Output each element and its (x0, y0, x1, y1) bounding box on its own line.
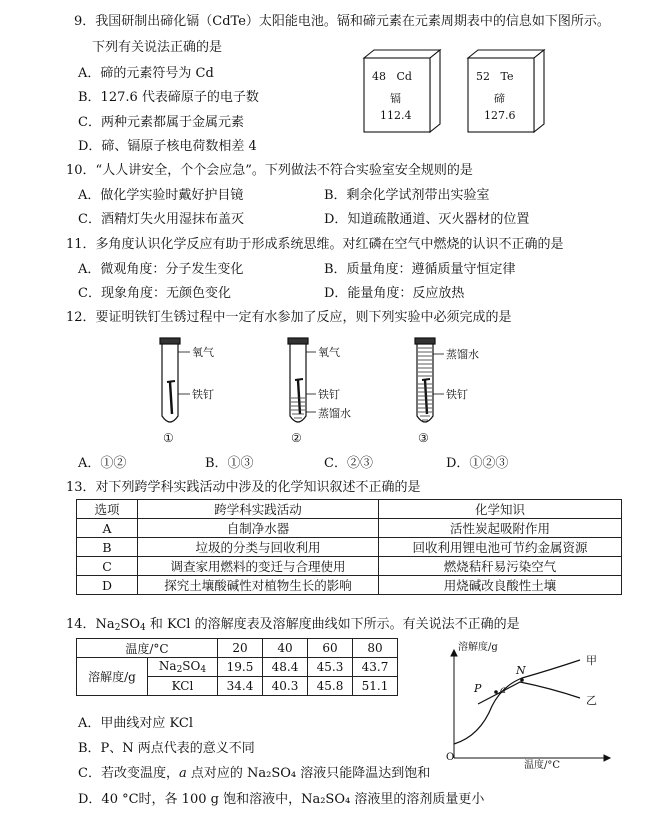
table-cell: 活性炭起吸附作用 (379, 519, 622, 538)
point-p-label: P (474, 682, 482, 695)
q14-option-d: D．40 °C时，各 100 g 饱和溶液中，Na₂SO₄ 溶液里的溶剂质量更小 (78, 792, 485, 807)
q11-option-a: A．微观角度：分子发生变化 (78, 262, 244, 277)
point-n-label: N (516, 664, 526, 677)
table-cell: 34.4 (218, 677, 263, 696)
header-activity: 跨学科实践活动 (138, 500, 379, 519)
temp-80: 80 (353, 639, 398, 658)
q12-option-b: B．①③ (205, 456, 254, 471)
q10-option-a: A．做化学实验时戴好护目镜 (78, 188, 244, 203)
x-axis-arrow (604, 755, 610, 761)
q11-option-c: C．现象角度：无颜色变化 (78, 286, 231, 301)
formula-na: Na (95, 617, 115, 632)
table-cell: 45.8 (308, 677, 353, 696)
q9-option-a: A．碲的元素符号为 Cd (78, 66, 214, 81)
tube3-water-label: 蒸馏水 (446, 348, 479, 361)
cd-name: 镉 (390, 92, 401, 105)
q11-option-b: B．质量角度：遵循质量守恒定律 (324, 262, 516, 277)
table-cell: 19.5 (218, 658, 263, 677)
graph-xlabel: 温度/°C (524, 760, 561, 771)
tube3-nail-label: 铁钉 (446, 388, 468, 401)
q14-option-c-post: 点对应的 Na₂SO₄ 溶液只能降温达到饱和 (186, 766, 431, 781)
te-name: 碲 (494, 92, 505, 105)
q14-option-a: A．甲曲线对应 KCl (78, 716, 193, 731)
q14-stem-text: 和 KCl 的溶解度表及溶解度曲线如下所示。有关说法不正确的是 (145, 617, 520, 632)
table-cell: A (77, 519, 138, 538)
curve-yi (478, 682, 580, 704)
q9-number: 9． (74, 14, 96, 29)
table-cell: 燃烧秸秆易污染空气 (379, 557, 622, 576)
q12-stem: 12．要证明铁钉生锈过程中一定有水参加了反应，则下列实验中必须完成的是 (66, 310, 512, 325)
q10-option-c: C．酒精灯失火用湿抹布盖灭 (78, 212, 244, 227)
tube3-number: ③ (418, 431, 429, 445)
q11-option-d: D．能量角度：反应放热 (324, 286, 465, 301)
cd-symbol: Cd (396, 70, 412, 83)
q13-table (76, 499, 622, 595)
tube2-oxygen-label: 氧气 (318, 346, 340, 359)
te-cell (476, 70, 514, 83)
q13-stem: 13．对下列跨学科实践活动中涉及的化学知识叙述不正确的是 (66, 480, 421, 495)
table-cell: 43.7 (353, 658, 398, 677)
table-cell: 51.1 (353, 677, 398, 696)
test-tubes-diagram (140, 332, 460, 432)
table-cell: 调查家用燃料的变迁与合理使用 (138, 557, 379, 576)
point-n (520, 678, 524, 682)
tube1-oxygen-label: 氧气 (192, 346, 214, 359)
table-cell: 回收利用锂电池可节约金属资源 (379, 538, 622, 557)
q11-stem: 11．多角度认识化学反应有助于形成系统思维。对红磷在空气中燃烧的认识不正确的是 (66, 237, 564, 252)
formula-so: SO (120, 617, 140, 632)
temp-40: 40 (263, 639, 308, 658)
formula-so: SO (182, 659, 201, 673)
curve-label-jia: 甲 (586, 654, 597, 667)
cd-cell (372, 70, 412, 83)
curve-label-yi: 乙 (586, 694, 597, 707)
formula-sub-4: 4 (140, 623, 146, 633)
point-a (494, 690, 498, 694)
na2so4-label (148, 658, 218, 677)
tube1-number: ① (163, 431, 174, 445)
formula-sub-2: 2 (176, 665, 183, 675)
table-header-row (77, 639, 398, 658)
te-mass: 127.6 (484, 109, 516, 122)
header-option: 选项 (77, 500, 138, 519)
graph-ylabel: 溶解度/g (458, 642, 498, 653)
tube2-number: ② (291, 431, 302, 445)
kcl-label: KCl (148, 677, 218, 696)
formula-sub-4: 4 (200, 665, 207, 675)
q10-stem: 10．“人人讲安全，个个会应急”。下列做法不符合实验室安全规则的是 (66, 163, 473, 178)
tube1-nail-label: 铁钉 (192, 388, 214, 401)
q9-option-b: B．127.6 代表碲原子的电子数 (78, 90, 259, 105)
te-atomic-number: 52 (476, 70, 490, 83)
table-cell: 探究土壤酸碱性对植物生长的影响 (138, 576, 379, 595)
table-cell: B (77, 538, 138, 557)
solubility-label: 溶解度/g (77, 658, 148, 696)
q10-option-b: B．剩余化学试剂带出实验室 (324, 188, 490, 203)
table-cell: C (77, 557, 138, 576)
te-symbol: Te (500, 70, 514, 83)
point-a-label: a (500, 685, 506, 696)
table-row (77, 538, 622, 557)
q9-option-c: C．两种元素都属于金属元素 (78, 115, 244, 130)
table-cell: 垃圾的分类与回收利用 (138, 538, 379, 557)
q12-option-a: A．①② (78, 456, 127, 471)
tube2-water-label: 蒸馏水 (318, 407, 351, 420)
q10-option-d: D．知道疏散通道、灭火器材的位置 (324, 212, 530, 227)
table-cell: D (77, 576, 138, 595)
table-cell: 45.3 (308, 658, 353, 677)
header-knowledge: 化学知识 (379, 500, 622, 519)
temp-60: 60 (308, 639, 353, 658)
q9-stem (74, 10, 610, 29)
q9-sub: 下列有关说法正确的是 (92, 40, 223, 55)
table-cell: 用烧碱改良酸性土壤 (379, 576, 622, 595)
cd-mass: 112.4 (380, 109, 412, 122)
table-row (77, 576, 622, 595)
table-row (77, 519, 622, 538)
q14-stem (66, 613, 520, 633)
y-axis-arrow (451, 650, 457, 656)
table-row (77, 557, 622, 576)
table-cell: 40.3 (263, 677, 308, 696)
q14-option-c (78, 762, 430, 781)
q9-stem-text: 我国研制出碲化镉（CdTe）太阳能电池。镉和碲元素在元素周期表中的信息如下图所示。 (95, 14, 610, 29)
table-cell: 自制净水器 (138, 519, 379, 538)
table-header-row (77, 500, 622, 519)
q14-option-c-pre: C．若改变温度， (78, 766, 179, 781)
q14-number: 14． (66, 617, 96, 632)
table-cell: 48.4 (263, 658, 308, 677)
q14-option-b: B．P、N 两点代表的意义不同 (78, 741, 255, 756)
q12-option-d: D．①②③ (446, 456, 509, 471)
formula-na: Na (158, 659, 177, 673)
temp-header: 温度/°C (77, 639, 218, 658)
solubility-table (76, 638, 398, 696)
graph-origin: O (446, 752, 455, 763)
q9-option-d: D．碲、镉原子核电荷数相差 4 (78, 139, 257, 154)
formula-sub-2: 2 (114, 623, 121, 633)
q14-option-c-a: a (178, 766, 187, 781)
cd-atomic-number: 48 (372, 70, 386, 83)
table-row (77, 658, 398, 677)
tube2-nail-label: 铁钉 (318, 388, 340, 401)
q12-option-c: C．②③ (324, 456, 373, 471)
temp-20: 20 (218, 639, 263, 658)
